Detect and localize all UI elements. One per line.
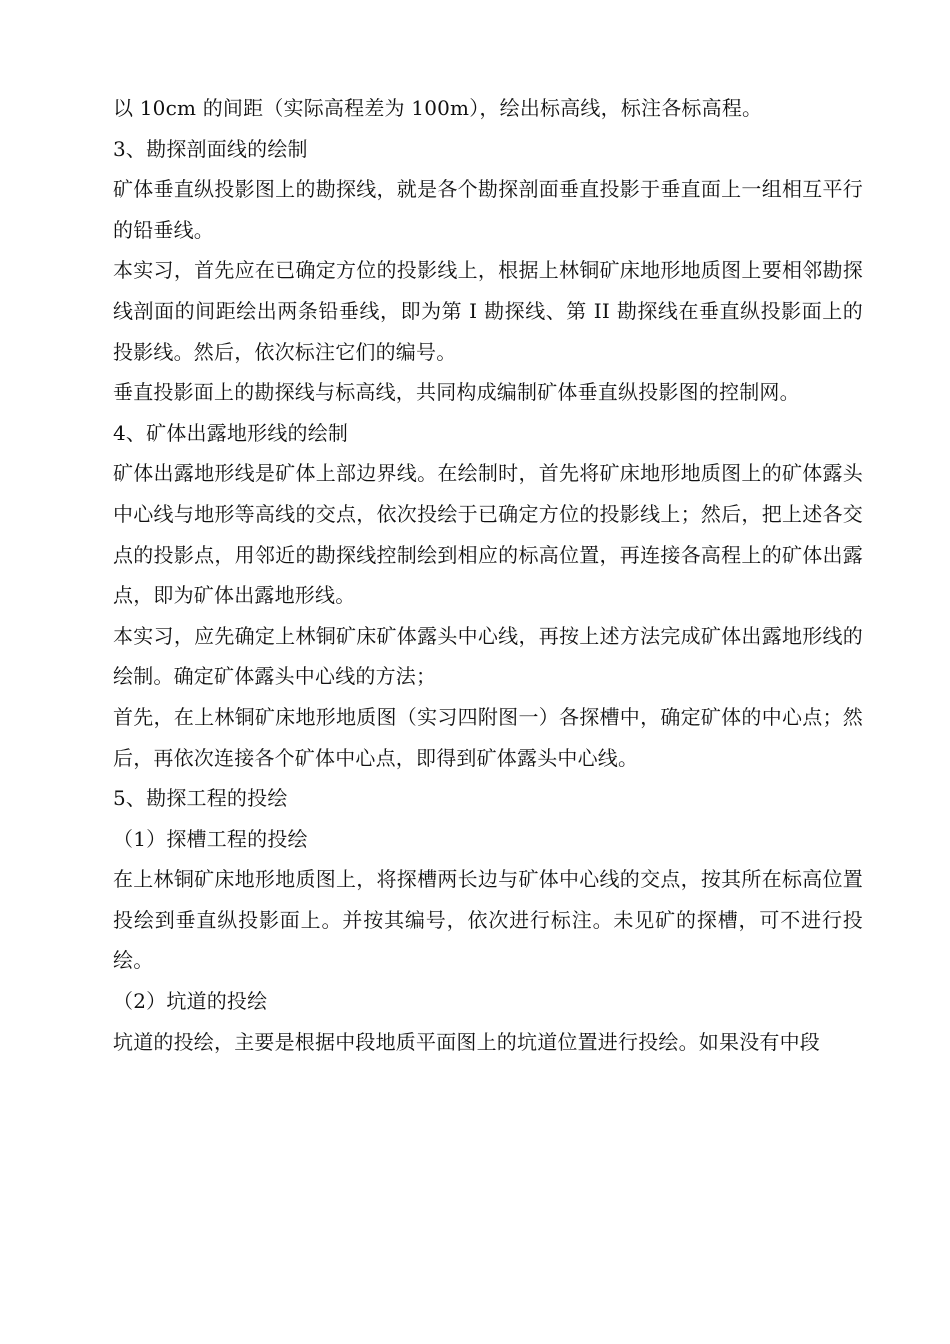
paragraph-trench-projection: 在上林铜矿床地形地质图上，将探槽两长边与矿体中心线的交点，按其所在标高位置投绘到垂直纵投影面上。并按其编号，依次进行标注。未见矿的探槽，可不进行投绘。 xyxy=(113,867,863,973)
document-page xyxy=(113,88,863,1062)
paragraph-control-network: 垂直投影面上的勘探线与标高线，共同构成编制矿体垂直纵投影图的控制网。 xyxy=(113,380,800,405)
paragraph-elevation-lines: 以 10cm 的间距（实际高程差为 100m），绘出标高线，标注各标高程。 xyxy=(113,96,763,120)
paragraph-exploration-lines-practice: 本实习，首先应在已确定方位的投影线上，根据上林铜矿床地形地质图上要相邻勘探线剖面的间距绘出两条铅垂线，即为第 I 勘探线、第 II 勘探线在垂直纵投影面上的投影线。然后，依次标注它们的编号。 xyxy=(113,258,863,364)
paragraph-exploration-lines-definition: 矿体垂直纵投影图上的勘探线，就是各个勘探剖面垂直投影于垂直面上一组相互平行的铅垂线。 xyxy=(113,177,863,242)
subheading-trench-projection: （1）探槽工程的投绘 xyxy=(113,826,308,851)
heading-exploration-section-lines: 3、勘探剖面线的绘制 xyxy=(113,136,308,161)
paragraph-tunnel-projection: 坑道的投绘，主要是根据中段地质平面图上的坑道位置进行投绘。如果没有中段 xyxy=(113,1029,820,1054)
paragraph-outcrop-centerline-steps: 首先，在上林铜矿床地形地质图（实习四附图一）各探槽中，确定矿体的中心点；然后，再依次连接各个矿体中心点，即得到矿体露头中心线。 xyxy=(113,704,863,770)
paragraph-outcrop-terrain-line-method: 矿体出露地形线是矿体上部边界线。在绘制时，首先将矿床地形地质图上的矿体露头中心线与地形等高线的交点，依次投绘于已确定方位的投影线上；然后，把上述各交点的投影点，用邻近的勘探线控制绘到相应的标高位置，再连接各高程上的矿体出露点，即为矿体出露地形线。 xyxy=(113,461,863,608)
subheading-tunnel-projection: （2）坑道的投绘 xyxy=(113,989,268,1014)
heading-exploration-works-projection: 5、勘探工程的投绘 xyxy=(113,786,288,811)
paragraph-outcrop-centerline-practice: 本实习，应先确定上林铜矿床矿体露头中心线，再按上述方法完成矿体出露地形线的绘制。确定矿体露头中心线的方法； xyxy=(113,623,863,689)
heading-outcrop-terrain-line: 4、矿体出露地形线的绘制 xyxy=(113,420,349,445)
